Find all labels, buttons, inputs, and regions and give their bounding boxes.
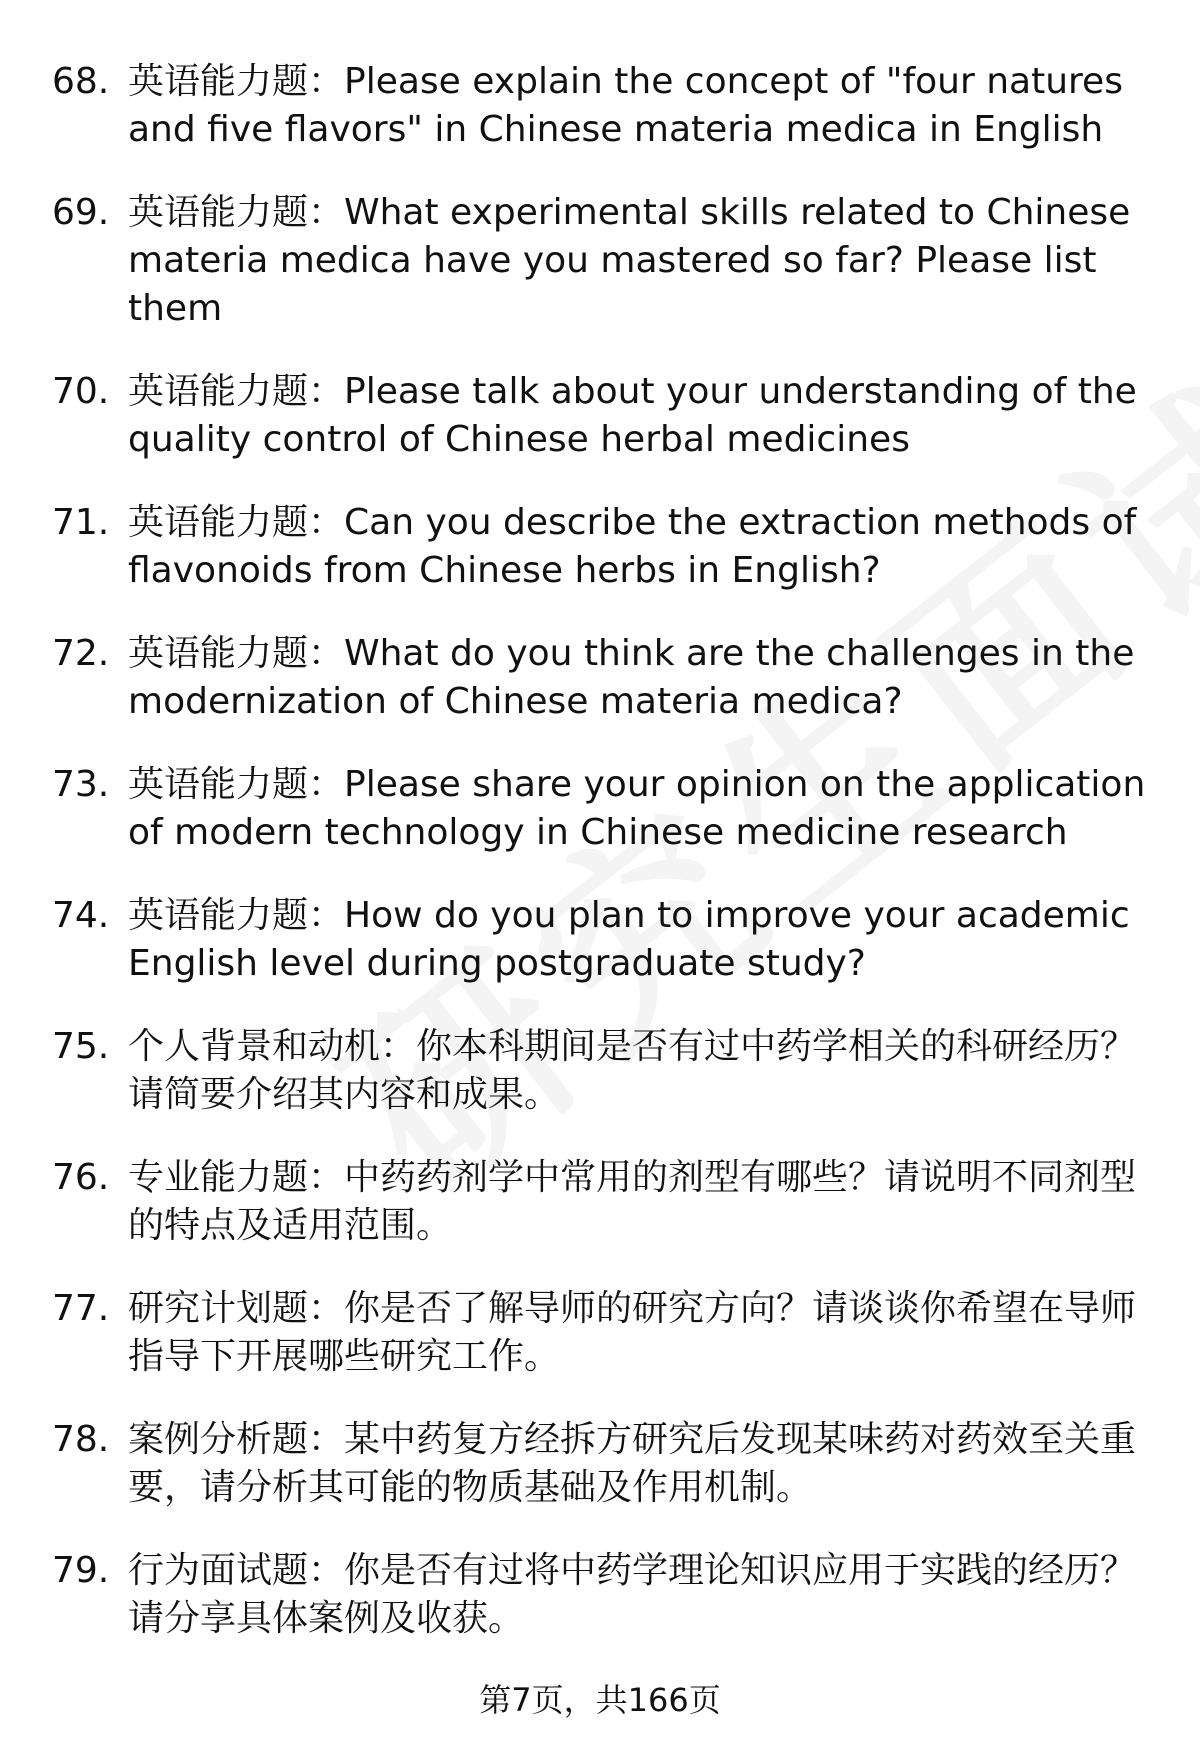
question-text: 个人背景和动机：你本科期间是否有过中药学相关的科研经历？请简要介绍其内容和成果。	[128, 1026, 1137, 1115]
question-number: 74.	[52, 895, 110, 936]
question-text: 案例分析题：某中药复方经拆方研究后发现某味药对药效至关重要，请分析其可能的物质基础及作用机制。	[128, 1419, 1137, 1508]
question-item-68	[0, 58, 1200, 154]
question-number: 68.	[52, 61, 110, 102]
question-number: 78.	[52, 1419, 110, 1460]
question-item-76	[0, 1154, 1200, 1250]
question-number: 75.	[52, 1026, 110, 1067]
question-text: 英语能力题：Please explain the concept of "four natures and five flavors" in Chinese materia medica in English	[128, 61, 1123, 150]
question-number: 79.	[52, 1550, 110, 1591]
question-number: 73.	[52, 764, 110, 805]
question-text: 研究计划题：你是否了解导师的研究方向？请谈谈你希望在导师指导下开展哪些研究工作。	[128, 1288, 1137, 1377]
page-number-label: 第7页，共166页	[479, 1681, 721, 1719]
question-text: 英语能力题：How do you plan to improve your academic English level during postgraduate study?	[128, 895, 1130, 984]
question-text: 英语能力题：What do you think are the challenges in the modernization of Chinese materia medica?	[128, 633, 1135, 722]
question-text: 行为面试题：你是否有过将中药学理论知识应用于实践的经历？请分享具体案例及收获。	[128, 1550, 1137, 1639]
question-list	[0, 58, 1200, 1678]
question-number: 72.	[52, 633, 110, 674]
question-item-69	[0, 189, 1200, 333]
question-text: 英语能力题：Can you describe the extraction methods of flavonoids from Chinese herbs in English?	[128, 502, 1137, 591]
question-number: 71.	[52, 502, 110, 543]
page-footer	[0, 1680, 1200, 1720]
question-number: 76.	[52, 1157, 110, 1198]
question-item-78	[0, 1416, 1200, 1512]
question-item-77	[0, 1285, 1200, 1381]
question-text: 英语能力题：What experimental skills related to Chinese materia medica have you mastered so far? Please list them	[128, 192, 1131, 329]
question-number: 77.	[52, 1288, 110, 1329]
question-item-74	[0, 892, 1200, 988]
question-item-75	[0, 1023, 1200, 1119]
question-text: 英语能力题：Please share your opinion on the application of modern technology in Chinese medicine research	[128, 764, 1146, 853]
question-item-70	[0, 368, 1200, 464]
question-item-71	[0, 499, 1200, 595]
question-number: 70.	[52, 371, 110, 412]
question-number: 69.	[52, 192, 110, 233]
question-item-79	[0, 1547, 1200, 1643]
question-item-72	[0, 630, 1200, 726]
question-text: 英语能力题：Please talk about your understanding of the quality control of Chinese herbal medicines	[128, 371, 1137, 460]
question-item-73	[0, 761, 1200, 857]
question-text: 专业能力题：中药药剂学中常用的剂型有哪些？请说明不同剂型的特点及适用范围。	[128, 1157, 1137, 1246]
